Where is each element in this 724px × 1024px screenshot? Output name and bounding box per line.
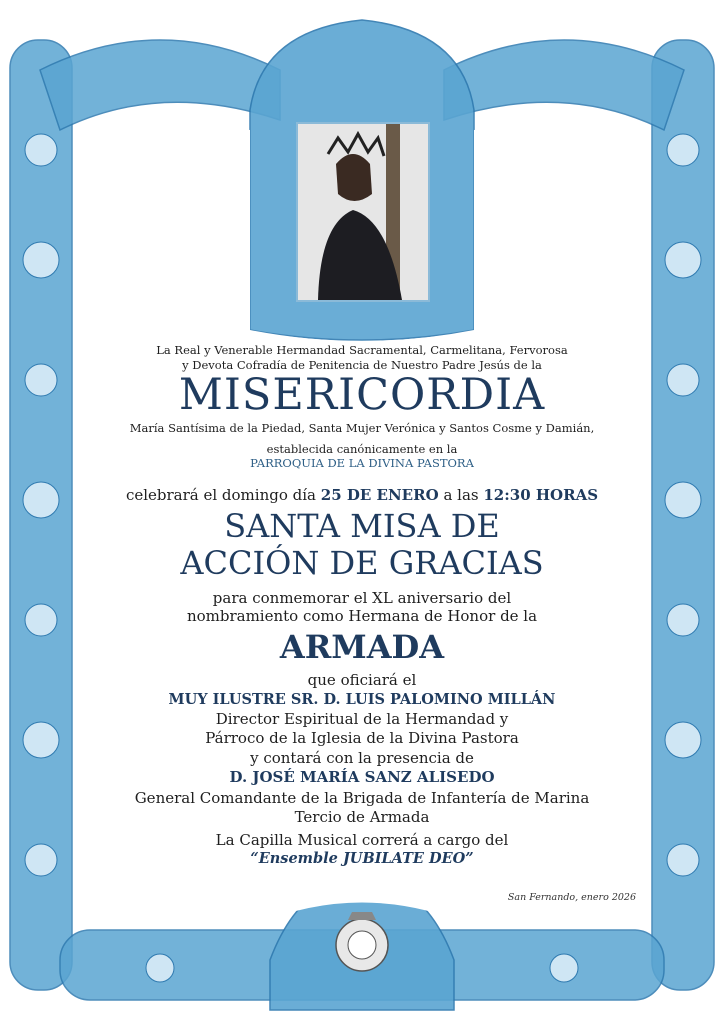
event-date: 25 DE ENERO <box>320 486 439 504</box>
officiant-role-1: Director Espiritual de la Hermandad y <box>215 710 509 728</box>
brotherhood-line-2: y Devota Cofradía de Penitencia de Nuestro Padre Jesús de la <box>182 358 542 372</box>
event-desc-1: para conmemorar el XL aniversario del <box>212 589 512 607</box>
guest-role-1: General Comandante de la Brigada de Infantería de Marina <box>134 789 590 807</box>
ensemble-name: “Ensemble JUBILATE DEO” <box>250 850 474 867</box>
devotional-image <box>296 122 430 302</box>
event-date-pre: celebrará el domingo día <box>125 486 316 504</box>
guest-name: D. JOSÉ MARÍA SANZ ALISEDO <box>229 768 495 786</box>
event-time: 12:30 HORAS <box>483 486 599 504</box>
page-title: MISERICORDIA <box>178 370 546 420</box>
brotherhood-line-3: María Santísima de la Piedad, Santa Mujer Verónica y Santos Cosme y Damián, <box>129 421 595 435</box>
event-date-line <box>0 486 724 505</box>
guest-intro: y contará con la presencia de <box>250 749 474 767</box>
officiant-name: MUY ILUSTRE SR. D. LUIS PALOMINO MILLÁN <box>168 691 556 708</box>
figure-icon <box>298 124 428 300</box>
establishment-line: establecida canónicamente en la <box>266 442 458 456</box>
brotherhood-line-1: La Real y Venerable Hermandad Sacramental, Carmelitana, Fervorosa <box>156 343 568 357</box>
place-date: San Fernando, enero 2026 <box>507 892 636 903</box>
music-intro: La Capilla Musical correrá a cargo del <box>215 831 509 849</box>
officiant-role-2: Párroco de la Iglesia de la Divina Pastora <box>205 729 519 747</box>
event-title-1: SANTA MISA DE <box>224 507 500 545</box>
event-title-2: ACCIÓN DE GRACIAS <box>180 544 544 582</box>
guest-role-2: Tercio de Armada <box>294 808 430 826</box>
parish-name: PARROQUIA DE LA DIVINA PASTORA <box>250 456 474 470</box>
event-desc-2: nombramiento como Hermana de Honor de la <box>186 607 538 625</box>
officiant-intro: que oficiará el <box>307 671 417 689</box>
event-date-mid: a las <box>443 486 479 504</box>
honoree-name: ARMADA <box>279 628 445 666</box>
